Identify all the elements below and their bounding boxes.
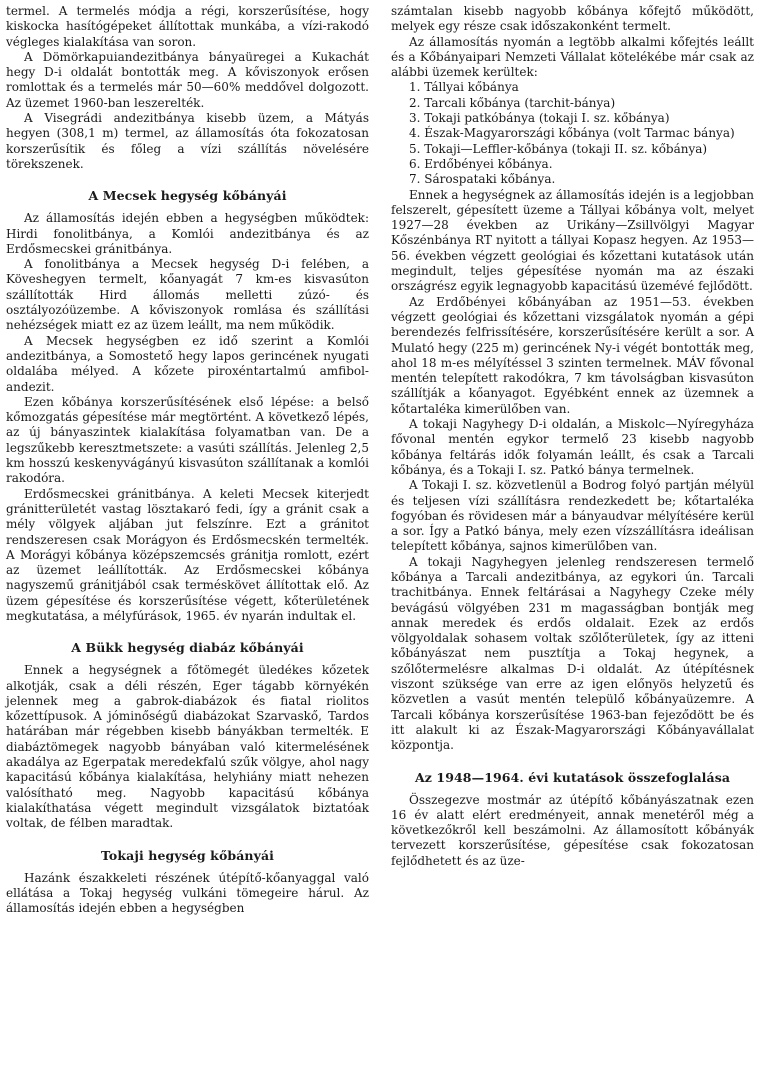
paragraph: A Dömörkapuiandezitbánya bányaüregei a Kukachát hegy D-i oldalát bontották meg. A kőviszonyok erősen romlottak és a termelés már 50—60% meddővel dolgozott. Az üzemet 1960-ban leszerelték. <box>6 49 369 110</box>
section-heading-summary: Az 1948—1964. évi kutatások összefoglalása <box>414 769 731 785</box>
list-item: 7. Sárospataki kőbánya. <box>409 172 556 187</box>
left-column <box>6 4 369 1074</box>
paragraph: Összegezve mostmár az útépítő kőbányászatnak ezen 16 év alatt elért eredményeit, annak menetéről még a következőkről kell beszámolni. Az államosított kőbányák tervezett korszerűsítése, gépesítése csak fokozatosan fejlődhetett és az üze- <box>391 792 754 868</box>
paragraph: A fonolitbánya a Mecsek hegység D-i felében, a Köveshegyen termelt, kőanyagát 7 km-es kisvasúton szállították Hird állomás melletti zúzó- és osztályozóüzembe. A kőviszonyok romlása és szállítási nehézségek miatt ez az üzem leállt, ma nem működik. <box>6 257 369 333</box>
quarry-list <box>391 80 754 187</box>
list-item: 1. Tállyai kőbánya <box>409 80 519 95</box>
section-heading-tokaj: Tokaji hegység kőbányái <box>100 847 275 863</box>
paragraph: Az államosítás idején ebben a hegységben működtek: Hirdi fonolitbánya, a Komlói andezitbánya és az Erdősmecskei gránitbánya. <box>6 211 369 256</box>
list-item: 4. Észak-Magyarországi kőbánya (volt Tarmac bánya) <box>409 126 735 141</box>
paragraph: Az Erdőbényei kőbányában az 1951—53. években végzett geológiai és kőzettani vizsgálatok nyomán a gépi berendezés felfrissítésére, korszerűsítésére került a sor. A Mulató hegy (225 m) gerincének Ny-i végét bontották meg, ahol 18 m-es mélyítéssel 3 szinten termelnek. MÁV fővonal mentén telepített rakodókra, 7 km távolságban kisvasúton szállítják a kőanyagot. Egyébként ennek az üzemnek a kőtartaléka kimerülőben van. <box>391 294 754 416</box>
paragraph: Erdősmecskei gránitbánya. A keleti Mecsek kiterjedt gránitterületét vastag lösztakaró fedi, így a gránit csak a mély völgyek aljában jut felszínre. Ezt a gránitot rendszeresen csak Morágyon és Erdősmecskén termelték. A Morágyi kőbánya középszemcsés gránitja romlott, ezért az üzemet leállították. Az Erdősmecskei kőbánya nagyszemű gránitjából csak terméskövet állítottak elő. Az üzem gépesítése és korszerűsítése végett, kőterületének megkutatása, a mélyfúrások, 1965. év nyarán indultak el. <box>6 486 369 623</box>
section-heading-bukk: A Bükk hegység diabáz kőbányái <box>71 640 304 656</box>
list-item: 5. Tokaji—Leffler-kőbánya (tokaji II. sz. kőbánya) <box>409 141 708 156</box>
paragraph: A Visegrádi andezitbánya kisebb üzem, a Mátyás hegyen (308,1 m) termel, az államosítás óta fokozatosan korszerűsítik és főleg a vízi szállítás növelésére törekszenek. <box>6 111 369 171</box>
paragraph: számtalan kisebb nagyobb kőbánya kőfejtő működött, melyek egy része csak időszakonként termelt. <box>391 4 754 34</box>
paragraph: A Tokaji I. sz. közvetlenül a Bodrog folyó partján mélyül és teljesen vízi szállításra rendezkedett be; kőtartaléka fogyóban és rövidesen már a bányaudvar mélyítésére kerül a sor. Így a Patkó bánya, mely ezen vízszállításra ideálisan telepített kőbánya, sajnos kimerülőben van. <box>391 478 754 554</box>
paragraph: Ennek a hegységnek a főtömegét üledékes kőzetek alkotják, csak a déli részén, Eger tágabb környékén jelennek meg a gabrok-diabázok és fiatal riolitos kőzettípusok. A jóminőségű diabázokat Szarvaskő, Tardos határában már régebben kisebb bányákban termelték. E diabáztömegek nagyobb bányában való kitermelésének akadálya az Egerpatak meredekfalú szűk völgye, ahol nagy kapacitású kőbánya kialakítása, helyhiány miatt nehezen valósítható meg. Nagyobb kapacitású kőbánya kialakíthatása végett megindult vizsgálatok biztatóak voltak, de félben maradtak. <box>6 663 369 831</box>
paragraph: A tokaji Nagyhegy D-i oldalán, a Miskolc—Nyíregyháza fővonal mentén egykor termelő 23 kisebb nagyobb kőbánya feltárás idők folyamán leállt, és csak a Tarcali kőbánya, és a Tokaji I. sz. Patkó bánya termelnek. <box>391 417 754 477</box>
section-heading-mecsek: A Mecsek hegység kőbányái <box>88 188 287 204</box>
paragraph: A tokaji Nagyhegyen jelenleg rendszeresen termelő kőbánya a Tarcali andezitbánya, az egykori ún. Tarcali trachitbánya. Ennek feltárásai a Nagyhegy Czeke mély bevágású völgyében 231 m magasságban bontják meg annak meredek és erdős oldalait. Ezek az erdős völgyoldalak sohasem voltak szőlőterületek, így az itteni kőbányászat nem pusztítja a Tokaj hegynek, a szőlőtermelésre alkalmas D-i oldalát. Az útépítésnek viszont szüksége van erre az igen előnyös helyzetű és közvetlen a vasút mentén települő kőbányaüzemre. A Tarcali kőbánya korszerűsítése 1963-ban fejeződött be és itt alakult ki az Észak-Magyarországi Kőbányavállalat központja. <box>391 554 754 753</box>
list-item: 3. Tokaji patkóbánya (tokaji I. sz. kőbánya) <box>409 111 670 126</box>
right-column <box>391 4 754 1074</box>
paragraph: A Mecsek hegységben ez idő szerint a Komlói andezitbánya, a Somostető hegy lapos gerincének nyugati oldalába mélyed. A kőzete piroxéntartalmú amfibol-andezit. <box>6 333 369 394</box>
paragraph: Hazánk északkeleti részének útépítő-kőanyaggal való ellátása a Tokaj hegység vulkáni tömegeire hárul. Az államosítás idején ebben a hegységben <box>6 870 369 916</box>
paragraph: termel. A termelés módja a régi, korszerűsítése, hogy kiskocka hasítógépeket állítottak munkába, a vízi-rakodó végleges kialakítása van soron. <box>6 4 369 49</box>
paragraph: Ennek a hegységnek az államosítás idején is a legjobban felszerelt, gépesített üzeme a Tállyai kőbánya volt, melyet 1927—28 években az Urikány—Zsillvölgyi Magyar Kőszénbánya RT nyitott a tállyai Kopasz hegyen. Az 1953—56. években végzett geológiai és kőzettani kutatások után megindult, teljes gépesítése nyomán ma az északi országrész egyik legnagyobb kapacitású üzemévé fejlődött. <box>391 187 754 294</box>
list-item: 2. Tarcali kőbánya (tarchit-bánya) <box>409 95 616 110</box>
paragraph: Ezen kőbánya korszerűsítésének első lépése: a belső kőmozgatás gépesítése már megtörtént. A következő lépés, az új bányaszintek kialakítása folyamatban van. De a legszűkebb keresztmetszete: a vasúti szállítás. Jelenleg 2,5 km hosszú keskenyvágányú kisvasúton szállítanak a komlói rakodóra. <box>6 394 369 486</box>
paragraph: Az államosítás nyomán a legtöbb alkalmi kőfejtés leállt és a Kőbányaipari Nemzeti Vállalat kötelékébe már csak az alábbi üzemek kerültek: <box>391 34 754 80</box>
list-item: 6. Erdőbényei kőbánya. <box>409 156 553 171</box>
